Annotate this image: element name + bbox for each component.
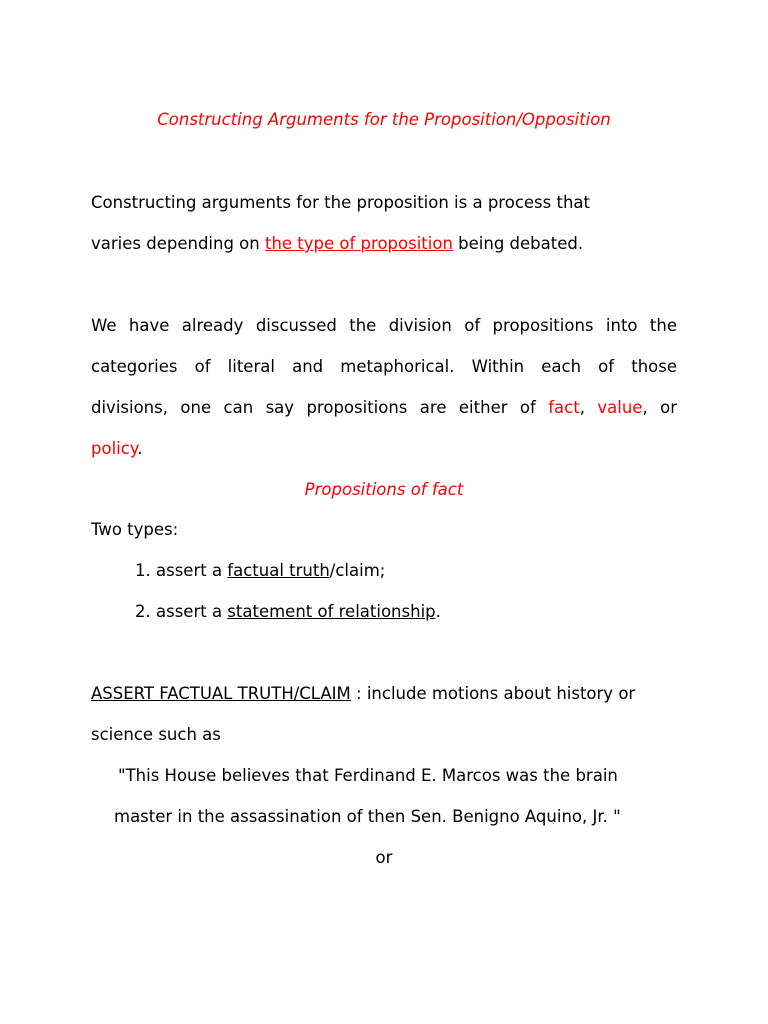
assert-line-1 bbox=[91, 684, 635, 704]
intro-line-2 bbox=[91, 234, 583, 254]
para2-line-1: We have already discussed the division of propositions into the bbox=[91, 316, 677, 335]
list-item-1-post: /claim; bbox=[329, 561, 386, 580]
para2-line-3 bbox=[91, 398, 677, 418]
intro-line-2-pre: varies depending on bbox=[91, 234, 265, 253]
list-item bbox=[135, 602, 441, 622]
statement-of-relationship-link[interactable]: statement of relationship bbox=[227, 602, 436, 621]
list-item-2-post: . bbox=[435, 602, 441, 621]
intro-line-1: Constructing arguments for the proposition is a process that bbox=[91, 193, 590, 212]
list-item-2-pre: 2. assert a bbox=[135, 602, 228, 621]
para2-line-4 bbox=[91, 439, 142, 459]
two-types-label: Two types: bbox=[91, 520, 179, 539]
type-of-proposition-link[interactable]: the type of proposition bbox=[264, 234, 453, 253]
term-value: value bbox=[597, 398, 643, 417]
section-heading: Propositions of fact bbox=[304, 480, 464, 499]
quote-line-1: "This House believes that Ferdinand E. Marcos was the brain bbox=[118, 766, 618, 785]
policy-period: . bbox=[137, 439, 143, 458]
list-item bbox=[135, 561, 385, 581]
term-policy: policy bbox=[91, 439, 138, 458]
or-text: or bbox=[375, 848, 393, 867]
para2-line-2: categories of literal and metaphorical. Within each of those bbox=[91, 357, 677, 376]
factual-truth-link[interactable]: factual truth bbox=[227, 561, 330, 580]
separator-1: , bbox=[579, 398, 598, 417]
assert-line-1-rest: : include motions about history or bbox=[350, 684, 636, 703]
quote-line-2: master in the assassination of then Sen. Benigno Aquino, Jr. " bbox=[114, 807, 621, 826]
term-fact: fact bbox=[548, 398, 580, 417]
assert-factual-truth-heading[interactable]: ASSERT FACTUAL TRUTH/CLAIM bbox=[91, 684, 351, 703]
document-title: Constructing Arguments for the Proposition/Opposition bbox=[157, 110, 611, 129]
separator-2: , or bbox=[642, 398, 677, 417]
intro-line-2-post: being debated. bbox=[452, 234, 584, 253]
assert-line-2: science such as bbox=[91, 725, 221, 744]
para2-line-3-pre: divisions, one can say propositions are either of bbox=[91, 398, 549, 417]
list-item-1-pre: 1. assert a bbox=[135, 561, 228, 580]
